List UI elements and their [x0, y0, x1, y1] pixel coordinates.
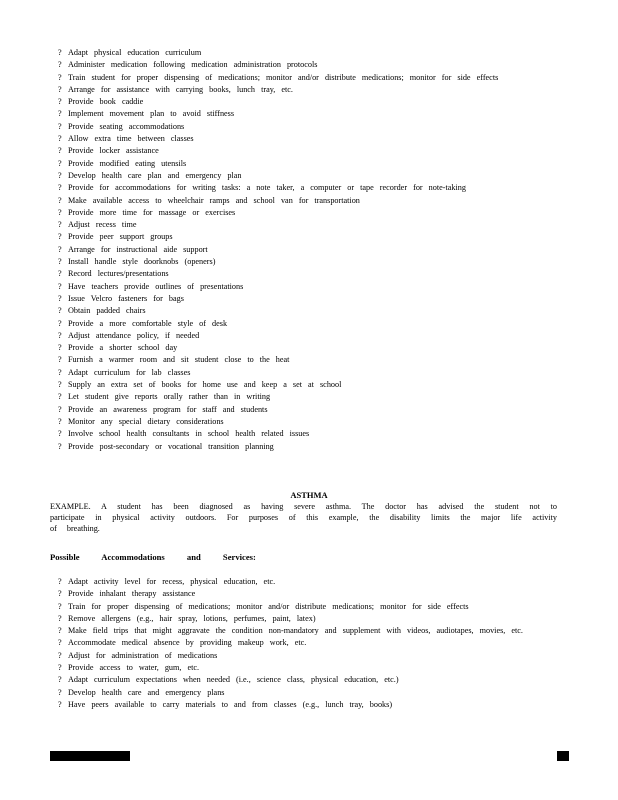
list-item: [58, 354, 558, 366]
list-item: [58, 601, 558, 613]
bullet-icon: ?: [58, 699, 62, 709]
list-item-text: Monitor any special dietary considerations: [68, 416, 224, 426]
bullet-icon: ?: [58, 343, 62, 353]
bullet-icon: ?: [58, 195, 62, 205]
list-item: [58, 145, 558, 157]
list-item-text: Adjust for administration of medications: [68, 650, 218, 660]
bullet-icon: ?: [58, 232, 62, 242]
bullet-icon: ?: [58, 367, 62, 377]
list-item: [58, 637, 558, 649]
bullet-icon: ?: [58, 97, 62, 107]
bullet-icon: ?: [58, 84, 62, 94]
list-item-text: Adjust attendance policy, if needed: [68, 330, 200, 340]
list-item-text: Issue Velcro fasteners for bags: [68, 293, 184, 303]
bullet-icon: ?: [58, 48, 62, 57]
list-item-text: Adjust recess time: [68, 220, 137, 230]
asthma-example-paragraph: EXAMPLE. A student has been diagnosed as having severe asthma. The doctor has advised the student not to participate in physical activity outdoors. For purposes of this example, the disability limits the major life activity of breathing.: [50, 502, 557, 533]
list-item-text: Provide book caddie: [68, 97, 144, 107]
list-item-text: Let student give reports orally rather than in writing: [68, 392, 271, 402]
list-item: [58, 699, 558, 711]
list-item: [58, 305, 558, 317]
list-item-text: Have teachers provide outlines of presentations: [68, 281, 244, 291]
bullet-icon: ?: [58, 601, 62, 611]
list-item-text: Provide inhalant therapy assistance: [68, 589, 196, 599]
bullet-icon: ?: [58, 613, 62, 623]
bullet-icon: ?: [58, 589, 62, 599]
accommodations-list-mobility: [58, 47, 558, 453]
bullet-icon: ?: [58, 146, 62, 156]
list-item-text: Make available access to wheelchair ramps and school van for transportation: [68, 195, 360, 205]
bullet-icon: ?: [58, 404, 62, 414]
list-item-text: Provide locker assistance: [68, 146, 159, 156]
list-item-text: Provide peer support groups: [68, 232, 173, 242]
bullet-icon: ?: [58, 441, 62, 451]
list-item: [58, 133, 558, 145]
list-item: [58, 96, 558, 108]
bullet-icon: ?: [58, 416, 62, 426]
footer-bar-left: [50, 751, 130, 761]
footer-bar-right: [557, 751, 569, 761]
list-item-text: Provide more time for massage or exercises: [68, 207, 236, 217]
list-item-text: Install handle style doorknobs (openers): [68, 257, 216, 267]
list-item: [58, 84, 558, 96]
bullet-icon: ?: [58, 330, 62, 340]
list-item-text: Allow extra time between classes: [68, 134, 194, 144]
list-item-text: Provide an awareness program for staff and students: [68, 404, 268, 414]
bullet-icon: ?: [58, 355, 62, 365]
list-item: [58, 293, 558, 305]
bullet-icon: ?: [58, 650, 62, 660]
list-item-text: Provide for accommodations for writing tasks: a note taker, a computer or tape recorder for note-taking: [68, 183, 466, 193]
list-item: [58, 244, 558, 256]
bullet-icon: ?: [58, 72, 62, 82]
list-item: [58, 650, 558, 662]
bullet-icon: ?: [58, 244, 62, 254]
list-item-text: Develop health care and emergency plans: [68, 687, 225, 697]
bullet-icon: ?: [58, 293, 62, 303]
list-item: [58, 47, 558, 59]
bullet-icon: ?: [58, 220, 62, 230]
list-item-text: Involve school health consultants in school health related issues: [68, 429, 310, 439]
bullet-icon: ?: [58, 663, 62, 673]
list-item: [58, 428, 558, 440]
list-item: [58, 391, 558, 403]
bullet-icon: ?: [58, 626, 62, 636]
list-item-text: Supply an extra set of books for home use and keep a set at school: [68, 380, 342, 390]
list-item: [58, 662, 558, 674]
list-item: [58, 231, 558, 243]
list-item-text: Adapt activity level for recess, physical education, etc.: [68, 577, 276, 586]
list-item: [58, 195, 558, 207]
list-item: [58, 207, 558, 219]
list-item-text: Provide access to water, gum, etc.: [68, 663, 200, 673]
list-item: [58, 318, 558, 330]
list-item: [58, 441, 558, 453]
bullet-icon: ?: [58, 121, 62, 131]
bullet-icon: ?: [58, 687, 62, 697]
list-item: [58, 108, 558, 120]
bullet-icon: ?: [58, 158, 62, 168]
list-item: [58, 121, 558, 133]
list-item-text: Record lectures/presentations: [68, 269, 169, 279]
list-item-text: Implement movement plan to avoid stiffness: [68, 109, 235, 119]
list-item-text: Furnish a warmer room and sit student close to the heat: [68, 355, 290, 365]
list-item: [58, 170, 558, 182]
list-item: [58, 404, 558, 416]
bullet-icon: ?: [58, 134, 62, 144]
list-item-text: Adapt curriculum for lab classes: [68, 367, 191, 377]
list-item: [58, 59, 558, 71]
list-item: [58, 379, 558, 391]
list-item: [58, 281, 558, 293]
list-item: [58, 416, 558, 428]
list-item: [58, 256, 558, 268]
list-item-text: Obtain padded chairs: [68, 306, 146, 316]
list-item-text: Provide post-secondary or vocational transition planning: [68, 441, 274, 451]
list-item: [58, 625, 558, 637]
bullet-icon: ?: [58, 207, 62, 217]
bullet-icon: ?: [58, 109, 62, 119]
list-item-text: Remove allergens (e.g., hair spray, lotions, perfumes, paint, latex): [68, 613, 316, 623]
bullet-icon: ?: [58, 269, 62, 279]
list-item: [58, 182, 558, 194]
list-item-text: Make field trips that might aggravate the condition non-mandatory and supplement with videos, audiotapes, movies, etc.: [68, 626, 523, 636]
list-item-text: Administer medication following medication administration protocols: [68, 60, 318, 70]
list-item-text: Train student for proper dispensing of medications; monitor and/or distribute medications; monitor for side effects: [68, 72, 499, 82]
list-item-text: Adapt curriculum expectations when needed (i.e., science class, physical education, etc.): [68, 675, 399, 685]
list-item: [58, 576, 558, 588]
list-item: [58, 219, 558, 231]
accommodations-list-asthma: [58, 576, 558, 711]
bullet-icon: ?: [58, 638, 62, 648]
list-item: [58, 613, 558, 625]
list-item: [58, 674, 558, 686]
bullet-icon: ?: [58, 183, 62, 193]
list-item-text: Have peers available to carry materials to and from classes (e.g., lunch tray, books): [68, 699, 393, 709]
list-item-text: Provide modified eating utensils: [68, 158, 187, 168]
bullet-icon: ?: [58, 306, 62, 316]
bullet-icon: ?: [58, 429, 62, 439]
list-item-text: Arrange for assistance with carrying books, lunch tray, etc.: [68, 84, 293, 94]
list-item-text: Accommodate medical absence by providing makeup work, etc.: [68, 638, 307, 648]
list-item-text: Provide seating accommodations: [68, 121, 185, 131]
list-item-text: Adapt physical education curriculum: [68, 48, 202, 57]
list-item: [58, 268, 558, 280]
list-item: [58, 72, 558, 84]
bullet-icon: ?: [58, 170, 62, 180]
bullet-icon: ?: [58, 577, 62, 586]
bullet-icon: ?: [58, 380, 62, 390]
list-item-text: Provide a shorter school day: [68, 343, 178, 353]
list-item: [58, 342, 558, 354]
bullet-icon: ?: [58, 392, 62, 402]
list-item: [58, 367, 558, 379]
bullet-icon: ?: [58, 675, 62, 685]
list-item: [58, 588, 558, 600]
bullet-icon: ?: [58, 60, 62, 70]
bullet-icon: ?: [58, 257, 62, 267]
section-heading-asthma: ASTHMA: [290, 490, 328, 500]
list-item-text: Arrange for instructional aide support: [68, 244, 208, 254]
bullet-icon: ?: [58, 281, 62, 291]
list-item: [58, 687, 558, 699]
list-item-text: Develop health care plan and emergency plan: [68, 170, 242, 180]
list-item-text: Train for proper dispensing of medications; monitor and/or distribute medications; monitor for side effects: [68, 601, 469, 611]
list-item: [58, 330, 558, 342]
list-item: [58, 158, 558, 170]
accommodations-subheading: Possible Accommodations and Services:: [50, 552, 256, 562]
list-item-text: Provide a more comfortable style of desk: [68, 318, 228, 328]
bullet-icon: ?: [58, 318, 62, 328]
